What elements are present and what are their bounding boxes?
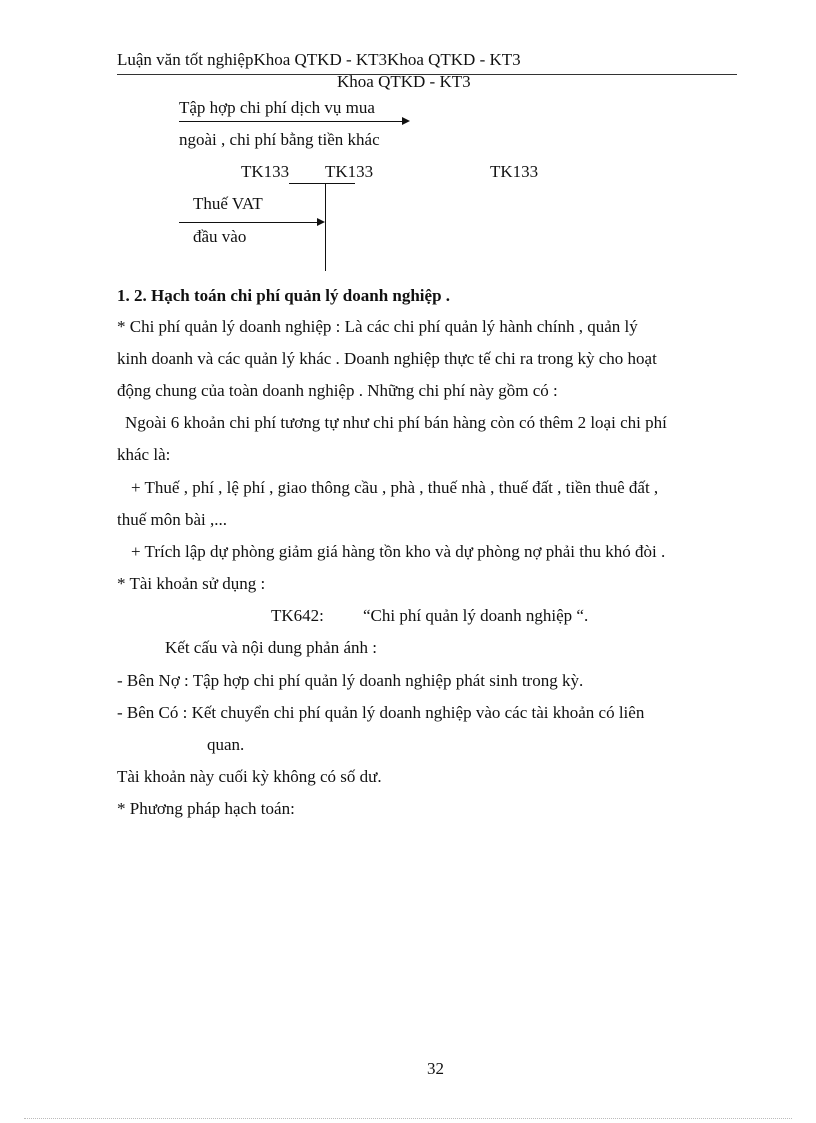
account-code: TK642:	[271, 606, 324, 625]
diagram-entry1-line2: ngoài , chi phí bằng tiền khác	[179, 130, 380, 149]
account-label-a: TK133	[241, 162, 290, 181]
debit-side: - Bên Nợ : Tập hợp chi phí quản lý doanh nghiệp phát sinh trong kỳ.	[117, 671, 584, 690]
arrow-head-icon-2	[317, 218, 325, 226]
list-item: + Trích lập dự phòng giảm giá hàng tồn kho và dự phòng nợ phải thu khó đòi .	[131, 542, 666, 561]
method-title: * Phương pháp hạch toán:	[117, 799, 295, 818]
account-name: “Chi phí quản lý doanh nghiệp “.	[363, 606, 589, 625]
paragraph-line: Ngoài 6 khoản chi phí tương tự như chi phí bán hàng còn có thêm 2 loại chi phí	[125, 413, 667, 432]
account-label-c: TK133	[490, 162, 539, 181]
t-account-top-line	[289, 183, 355, 184]
credit-side: - Bên Có : Kết chuyển chi phí quản lý doanh nghiệp vào các tài khoản có liên	[117, 703, 645, 722]
running-header-sub: Khoa QTKD - KT3	[337, 72, 471, 91]
paragraph-line: kinh doanh và các quản lý khác . Doanh nghiệp thực tế chi ra trong kỳ cho hoạt	[117, 349, 657, 368]
running-header: Luận văn tốt nghiệpKhoa QTKD - KT3Khoa QTKD - KT3	[117, 50, 521, 69]
balance-note: Tài khoản này cuối kỳ không có số dư.	[117, 767, 382, 786]
page-number: 32	[427, 1059, 444, 1078]
diagram-entry2-line1: Thuế VAT	[193, 194, 263, 213]
diagram-entry2-line2: đầu vào	[193, 227, 247, 246]
diagram-entry1-line1: Tập hợp chi phí dịch vụ mua	[179, 98, 375, 117]
paragraph-line: khác là:	[117, 445, 171, 464]
credit-side-continued: quan.	[207, 735, 245, 754]
arrow-head-icon	[402, 117, 410, 125]
structure-title: Kết cấu và nội dung phản ánh :	[165, 638, 377, 657]
arrow-line-2	[179, 222, 317, 223]
account-label-b: TK133	[325, 162, 374, 181]
section-heading: 1. 2. Hạch toán chi phí quản lý doanh nghiệp .	[117, 286, 451, 305]
arrow-line	[179, 121, 403, 122]
list-item-continued: thuế môn bài ,...	[117, 510, 228, 529]
page-edge-divider	[24, 1118, 792, 1119]
paragraph-line: động chung của toàn doanh nghiệp . Những chi phí này gồm có :	[117, 381, 558, 400]
list-item: + Thuế , phí , lệ phí , giao thông cầu , phà , thuế nhà , thuế đất , tiền thuê đất ,	[131, 478, 659, 497]
paragraph-line: * Chi phí quản lý doanh nghiệp : Là các chi phí quản lý hành chính , quản lý	[117, 317, 638, 336]
account-used-title: * Tài khoản sử dụng :	[117, 574, 266, 593]
t-account-vertical-line	[325, 183, 326, 271]
